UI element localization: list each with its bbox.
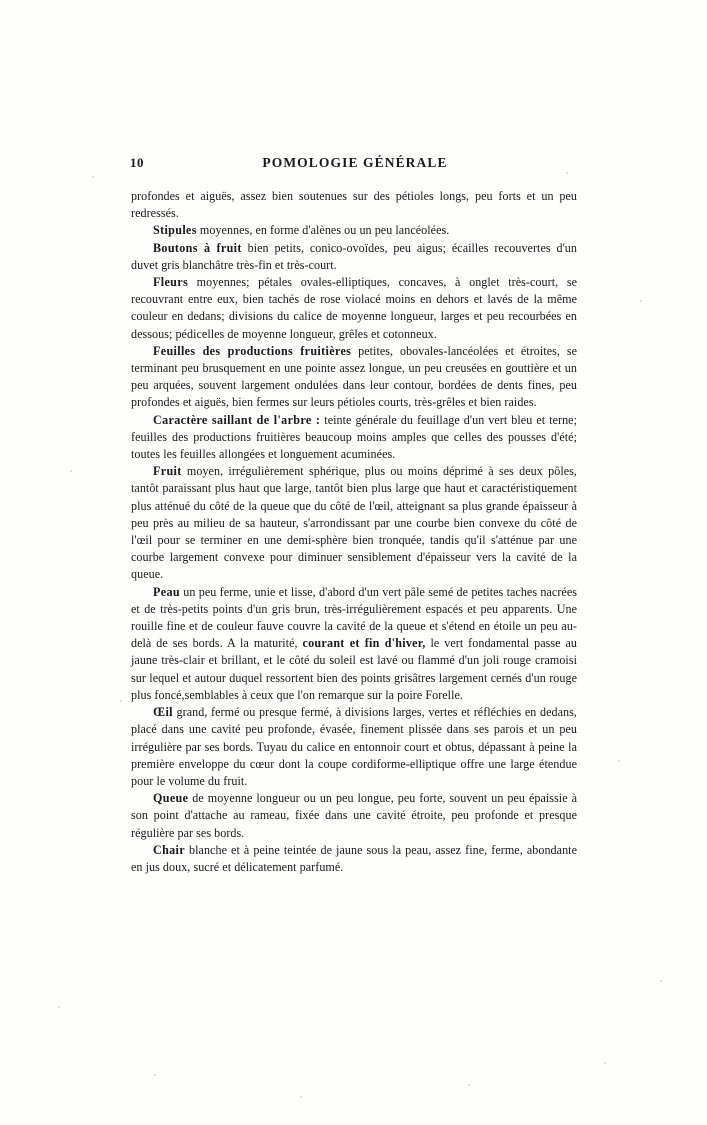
term-queue: Queue [153,791,189,806]
paragraph-text: de moyenne longueur ou un peu longue, peu forte, souvent un peu épaissie à son point d'attache au rameau, fixée dans une cavité étroite, peu profonde et presque régulière par ses bords. [131,791,577,840]
paper-speckle [566,172,568,174]
term-feuilles-des-productions-fruitieres: Feuilles des productions fruitières [153,343,352,358]
inline-emphasis-maturity-season: courant et fin d'hiver, [302,636,426,651]
running-title: POMOLOGIE GÉNÉRALE [262,155,448,170]
paper-speckle [618,760,620,762]
paragraph-peau [131,584,577,704]
term-oeil: Œil [153,705,173,720]
paper-speckle [58,1006,60,1008]
paragraph-boutons-a-fruit [131,240,577,274]
paragraph-text-after-bold: le vert fondamental passe au jaune très-clair et brillant, et le côté du soleil est lavé ou flammé d'un joli rouge cramoisi sur lequel et autour duquel ressortent bien des points grisâtres largement cernés d'un rouge plus foncé,semblables à ceux que l'on remarque sur la poire Forelle. [131,636,577,702]
paper-speckle [92,176,94,178]
paragraph-feuilles-des-productions-fruitieres [131,343,577,412]
paper-speckle [120,700,122,702]
paragraph-caractere-saillant-de-larbre [131,412,577,464]
paragraph-text: petites, obovales-lancéolées et étroites, se terminant peu brusquement en une pointe assez longue, un peu creusées en gouttière et un peu arquées, souvent largement ondulées dans leur contour, bordées de dents fines, peu profondes et aiguës, bien fermes sur leurs pétioles courts, très-grêles et bien raides. [131,343,577,410]
page-header [130,155,580,173]
paragraph-text: profondes et aiguës, assez bien soutenues sur des pétioles longs, peu forts et un peu redressés. [131,189,577,221]
paragraph-oeil [131,704,577,790]
paragraph-text: teinte générale du feuillage d'un vert bleu et terne; feuilles des productions fruitières beaucoup moins amples que celles des pousses d'été; toutes les feuilles allongées et longuement acuminées. [131,412,577,462]
paragraph-text: grand, fermé ou presque fermé, à divisions larges, vertes et réfléchies en dedans, placé dans une cavité peu profonde, évasée, finement plissée dans ses parois et un peu irrégulière par ses bords. Tuyau du calice en entonnoir court et obtus, dépassant à peine la première enveloppe du cœur dont la coupe cordiforme-elliptique offre une large étendue pour le volume du fruit. [131,705,577,788]
body-text [131,188,577,876]
paper-speckle [468,1084,470,1086]
term-stipules: Stipules [153,223,197,238]
term-fruit: Fruit [153,464,182,479]
paragraph-chair [131,842,577,876]
paragraph-text: bien petits, conico-ovoïdes, peu aigus; écailles recouvertes d'un duvet gris blanchâtre très-fin et très-court. [131,240,578,272]
paragraph-stipules [131,222,577,239]
paragraph-text: blanche et à peine teintée de jaune sous la peau, assez fine, ferme, abondante en jus doux, sucré et délicatement parfumé. [131,842,577,874]
paragraph-text-before-bold: un peu ferme, unie et lisse, d'abord d'un vert pâle semé de petites taches nacrées et de très-petits points d'un gris brun, très-irrégulièrement espacés et peu apparents. Une rouille fine et de couleur fauve couvre la cavité de la queue et s'étend en étoile un peu au-delà de ses bords. A la maturité, [131,584,577,651]
paragraph-fleurs [131,274,577,343]
term-chair: Chair [153,842,185,857]
term-boutons-a-fruit: Boutons à fruit [153,240,242,255]
paragraph-text: moyennes; pétales ovales-elliptiques, concaves, à onglet très-court, se recouvrant entre eux, bien tachés de rose violacé moins en dehors et lavés de la même couleur en dedans; divisions du calice de moyenne longueur, larges et peu recourbées en dessous; pédicelles de moyenne longueur, grêles et cotonneux. [131,275,577,341]
paragraph-queue [131,790,577,842]
term-fleurs: Fleurs [153,275,189,290]
paper-speckle [154,1074,156,1076]
paragraph-continuation [131,188,577,222]
paper-speckle [70,470,72,472]
paragraph-fruit [131,463,577,583]
paragraph-text: moyen, irrégulièrement sphérique, plus ou moins déprimé à ses deux pôles, tantôt paraissant plus haut que large, tantôt bien plus large que haut et caractéristiquement plus atténué du côté de la queue que du côté de l'œil, atteignant sa plus grande épaisseur à peu près au milieu de sa hauteur, s'arrondissant par une courbe bien convexe du côté de l'œil pour se terminer en une demi-sphère bien tronquée, tandis qu'il s'atténue par une courbe largement convexe pour diminuer sensiblement d'épaisseur vers la cavité de la queue. [131,464,577,582]
paper-speckle [660,980,662,982]
paper-speckle [640,300,642,302]
term-peau: Peau [153,584,180,599]
paper-speckle [300,1096,302,1098]
paper-speckle [604,1062,606,1064]
term-caractere-saillant-de-larbre: Caractère saillant de l'arbre : [153,412,321,427]
paragraph-text: moyennes, en forme d'alènes ou un peu lancéolées. [196,223,450,238]
page-number: 10 [130,155,144,170]
